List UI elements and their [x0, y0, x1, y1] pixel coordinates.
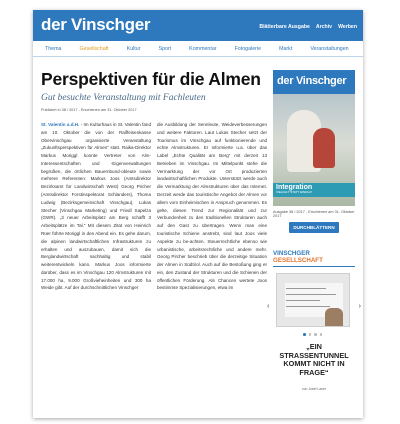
article-lead: St. Valentin a.d.H.: [41, 122, 80, 127]
nav-markt[interactable]: Markt: [279, 45, 293, 52]
teaser-slider: [267, 271, 361, 401]
nav-fotogalerie[interactable]: Fotogalerie: [234, 45, 262, 52]
cover-band-subtitle: VIELFALT STATT EINFALT: [276, 190, 313, 194]
nav-veranstaltungen[interactable]: Veranstaltungen: [310, 45, 349, 52]
article-column-1-text: - Im Kulturhaus in St. Valentin fand am 10. Oktober die von der Raiffeisenkasse Obervinschgau organisierte Veranstaltung „Zukunftsperspektiven für Almen“ statt. Raika-Direktor Markus Moriggl konnte Vertreter von Alm-Interessentschaften und -Eigenverwaltungen begrüßen, die örtlichen Bauernbund-obleute sowie mehrere Referenten: Markus Joos (Amtsdirektor Bezirksamt für Landwirtschaft West) Georg Pircher (Amtsdirektor Forstinspektorat Schlanders), Thoma Ludwig (Bezirksgemeinschaft Vinschgau), Lukas Stecher (Vinschgau Marketing) und Friedl Sapelza (GWR). „3 neuer Arbeitsplatz am Berg schafft 3 Arbeitsplätze im Tal.“ Mit diesem Zitat von Heinrich Rüer führte Moriggl in den Abend ein. Es gehe darum, die alpinen landwirtschaftlichen Infrastrukturen zu erhalten und auszubauen, damit sich die Berglandwirtschaft nachhaltig und stabil weiterentwickeln kann. Markus Joos informierte darüber, dass es im Vinschgau 120 Almstrukturen mit 17.000 ha, 9.000 Großvieheinheiten und 300 ha Weide gibt. Auf der durchschnittlichen Vinschger: [41, 122, 151, 291]
article-body: [41, 121, 267, 292]
slider-dot[interactable]: [309, 333, 312, 336]
chevron-right-icon[interactable]: ›: [358, 303, 361, 310]
slide-image[interactable]: [276, 273, 350, 327]
link-werben[interactable]: Werben: [338, 24, 357, 30]
site-logo[interactable]: der Vinschger: [41, 15, 151, 34]
slide-chart-line: [286, 300, 320, 301]
top-bar: [33, 10, 363, 41]
page-frame: [33, 10, 363, 418]
link-archiv[interactable]: Archiv: [315, 24, 333, 30]
teaser-quote[interactable]: „EIN STRASSENTUNNEL KOMMT NICHT IN FRAGE“: [279, 342, 349, 377]
nav-kultur[interactable]: Kultur: [126, 45, 141, 52]
article-title: Perspektiven für die Almen: [41, 69, 261, 89]
article-column-1: [41, 121, 151, 292]
article-meta: Publiziert in 38 / 2017 - Erschienen am 31. Oktober 2017: [41, 108, 137, 112]
cover-band: [273, 183, 355, 197]
slider-dots: [303, 333, 322, 336]
link-blaetterbare-ausgabe[interactable]: Blätterbare Ausgabe: [259, 24, 310, 30]
chevron-left-icon[interactable]: ‹: [267, 303, 270, 310]
top-links: [259, 24, 357, 30]
section-heading-b: GESELLSCHAFT: [273, 257, 323, 264]
slide-chart-line: [286, 306, 330, 307]
cover-caption: Ausgabe 38 / 2017 - Erschienen am 31. Oktober 2017: [273, 210, 355, 218]
nav-gesellschaft[interactable]: Gesellschaft: [79, 45, 109, 52]
slider-dot[interactable]: [314, 333, 317, 336]
slide-chart-line: [286, 288, 326, 289]
cover-band-title: Integration: [276, 184, 313, 191]
article: [41, 70, 267, 292]
sidebar: [267, 70, 361, 401]
durchblaettern-button[interactable]: DURCHBLÄTTERN: [289, 222, 339, 233]
slider-dot[interactable]: [320, 333, 323, 336]
nav-thema[interactable]: Thema: [45, 45, 62, 52]
issue-cover[interactable]: [273, 70, 355, 206]
article-subtitle: Gut besuchte Veranstaltung mit Fachleuten: [41, 93, 206, 103]
slide-chart-line: [286, 294, 336, 295]
slider-dot[interactable]: [303, 333, 306, 336]
section-heading: [273, 250, 355, 267]
nav-sport[interactable]: Sport: [158, 45, 172, 52]
main-nav: [33, 41, 363, 57]
section-heading-a: VINSCHGER: [273, 250, 310, 257]
cover-masthead: der Vinschger: [273, 70, 355, 94]
nav-kommentar[interactable]: Kommentar: [189, 45, 217, 52]
teaser-author: von Josef Laner: [301, 387, 327, 391]
cover-figure-child: [313, 128, 335, 168]
slide-hand-graphic: [325, 308, 343, 327]
article-column-2: die Ausbildung der Sennleute, Weideverbesserungen und weitere Faktoren. Laut Lukas Stecher setzt der Tourismus im Vinschgau auf funktionierende und echte Almstrukturen. Er informierte u.a. über das Label „Echte Qualität am Berg“ mit derzeit 13 Betrieben im Vinschgau. Im Mittelpunkt stehe die Vermarktung der vor Ort produzierten landwirtschaftlichen Produkte. Unterstützt werde auch die Vermarktung der Almstrukturen über das Internet. Derzeit werde das touristische Angebot der Almen vor allem vom Einheimischen in Anspruch genommen. Es gelte, diesen Trend zur Regionalität und zur Verbundenheit zu den traditionellen Strukturen auch auf den Gast zu übertragen. Wenn man eine touristische Schiene anstrebt, sind laut Joos viele Aspekte zu be-achten. Steuerrechtliche ebenso wie urbanistische, arbeitsrechtliche und andere mehr. Georg Pircher beschrieb über die derzeitige Situation der Almen in Südtirol. Auch auf die Bestoßung ging er ein, den Zustand der Strukturen und die Schienen der öffentlichen Förderung. Als Chancen wertete Joos bestimmte Spezialisierungen, etwa im: [157, 122, 267, 291]
